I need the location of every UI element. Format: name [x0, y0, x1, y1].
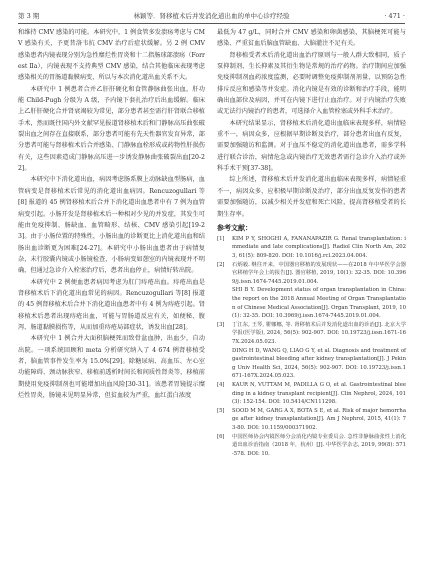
- reference-item: [217, 261, 406, 287]
- body-paragraph: 本研究中 1 例患者合并乙肝肝硬化和食管静脉曲张出血，肝功能 Child-Pugh 分级为 A 级，予内镜下套扎治疗后出血缓解。临床上乙肝肝硬化合并肾衰竭较为常见，部分患者甚至需行肝肾联合移植手术，然而既往国内外文献罕见报道肾移植术后和门静脉高压曲张破裂出血之间存在直接联系，部分患者可能有先天性器官发育异常，部分患者可能与肾移植术后合并感染、门静脉血栓形成或药物性肝损伤有关，这些因素造成门静脉高压进一步诱发静脉曲张破裂出血[20-22]。: [18, 85, 205, 173]
- reference-text: DING H D, WANG Q, LIAO G Y, et al. Diagnosis and treatment of gastrointestinal bleeding after kidney transplantation[J]. J Peking Univ Health Sci, 2024, 56(5): 902-907. DOI: 10.19723/j.issn.1671-167X.2024.05.023.: [232, 347, 406, 380]
- reference-item: [217, 347, 406, 381]
- body-paragraph: 和维持 CMV 感染的可能。本研究中，1 例食管多发溃疡考虑与 CMV 感染有关，予更昔洛韦抗 CMV 治疗后症状缓解。另 2 例 CMV 感染患者内镜表现分别为急性糜烂性胃炎和十二指肠球部溃疡（Forrest Ⅱa），内镜表现不支持典型 CMV 感染，结合其他临床表现考虑感染相关的胃肠道黏膜病变，所以与本次消化道出血关系不大。: [18, 29, 205, 82]
- reference-number: [5]: [217, 407, 225, 414]
- page-number: · 471 ·: [384, 12, 405, 20]
- reference-item: [217, 381, 406, 407]
- references-heading: 参考文献：: [217, 223, 252, 232]
- running-title: 林颖等．肾移植术后并发消化道出血的单中心诊疗经验: [133, 12, 290, 20]
- body-paragraph: 本研究中 1 例合并大面积脑梗死而致骨盆血肿，出血少，自动出院。一项系统回顾和 meta 分析研究纳入了 4 674 例肾移植受者，脑血管事件发生率为 15.0%[29]。除糖尿病、高血压、左心室功能障碍、颈动脉狭窄、移植前透析时间长和间质性肾炎等，移植前期使用免疫抑制剂也可能增加出血风险[30-31]。该患者胃镜提示糜烂性胃炎，肠镜未见明显异常，但贫血较为严重，血红蛋白浓度: [18, 335, 205, 399]
- reference-text: SHI B Y. Development status of organ transplantation in China: the report on the 2018 Annual Meeting of Organ Transplantation of Chinese Medical Association[J]. Organ Transplant, 2019, 10(1): 32-35. DOI: 10.3969/j.issn.1674-7445.2019.01.004.: [232, 287, 406, 320]
- reference-number: [2]: [217, 261, 225, 268]
- reference-list: [217, 235, 406, 458]
- reference-text: 石炳毅. 继往开来，中国器官移植的发展现状——在2018 年中华医学会器官移植学年会上的报告[J]. 器官移植, 2019, 10(1): 32-35. DOI: 10.3969/j.issn.1674-7445.2019.01.004.: [232, 261, 406, 285]
- reference-item: [217, 433, 406, 459]
- reference-text: KAUR N, VUTTAM M, PADILLA G O, et al. Gastrointestinal bleeding in a kidney transplant recipient[J]. Clin Nephrol, 2024, 101(3): 152-154. DOI: 10.5414/CN111298.: [232, 381, 406, 406]
- body-paragraph: 本研究结果显示，肾移植术后消化道出血临床表现多样，病情轻重不一，病因众多，应根据早期诊断及治疗，部分患者出血有反复，需要加强随访和监测。对于血压不稳定的消化道出血患者，需多学科进行联合诊治，病情危急或内镜治疗无效患者需行急诊介入治疗或外科手术干预[37-38]。: [217, 119, 406, 173]
- reference-text: 中国医师协会内镜医师分会消化内镜专业委员会. 急性非静脉曲张性上消化道出血诊治指南（2018 年，杭州）[J]. 中华医学杂志, 2019, 99(8): 571-578. DOI: 10.: [232, 433, 406, 457]
- reference-number: [4]: [217, 381, 225, 388]
- issue-number: 第 3 期: [18, 12, 40, 20]
- reference-item: [217, 235, 406, 261]
- reference-number: [6]: [217, 433, 225, 440]
- header-rule: [18, 23, 405, 24]
- body-paragraph: 综上所述，肾移植术后并发消化道出血临床表现多样，病情轻重不一，病因众多，应积极早期诊断及治疗，部分出血反复发作的患者需要加强随访，以减少相关并发症和死亡风险，提高肾移植受者的长期生存率。: [217, 176, 406, 218]
- reference-text: KIM P Y, SHOGHI A, FANANAPAZIR G. Renal transplantation: immediate and late complications[J]. Radiol Clin North Am, 2023, 61(5): 809-820. DOI: 10.1016/j.rcl.2023.04.004.: [232, 235, 406, 260]
- running-header: [18, 10, 405, 22]
- reference-number: [3]: [217, 321, 225, 328]
- body-paragraph: 最低为 47 g/L，同时合并 CMV 感染和卵菌感染，其脑梗死可能与感染、严重贫血后脑血管缺血、大脑灌注不足有关。: [217, 29, 406, 48]
- reference-item: [217, 286, 406, 320]
- reference-text: 丁江东, 王琴, 瞿娜娜, 等. 肾移植术后并发消化道出血的诊治[J]. 北京大学学报(医学版), 2024, 56(5): 902-907. DOI: 10.19723/j.issn.1671-167X.2024.05.023.: [232, 321, 406, 345]
- body-paragraph: 本研究中下消化道出血，病因考虑肠系膜上动脉缺血型肠病，血管病变是肾移植术后常见的消化道出血病因。Rencuzogullari 等[8] 报道的 45 例肾移植术后合并下消化道出血患者中有 7 例为血管病变引起。小肠开发是肾移植术后一种相对少见的并发症，其发生可能由免疫抑制、肠缺血、血管畸形、结核、CMV 感染引起[19-23]。由于小肠位置的特殊性，小肠出血的诊断更比上消化道出血和结肠出血诊断更为困难[24-27]。本研究中小肠出血患者由于病情复杂，未行胶囊内镜或小肠镜检查，小肠病变如憩室的内镜表现并不明确，但通过急诊介入栓塞治疗后，患者出血停止，病情好转出院。: [18, 176, 205, 275]
- reference-text: SOOD M M, GARG A X, BOTA S E, et al. Risk of major hemorrhage after kidney transplantation[J]. Am J Nephrol, 2015, 41(1): 73-80. DOI: 10.1159/000371902.: [232, 407, 406, 431]
- reference-item: [217, 407, 406, 433]
- reference-item: [217, 321, 406, 347]
- body-paragraph: 本研究中 2 例便血患者病因考虑为肛门痔疮出血。痔疮出血是肾移植术后下消化道出血常见的病因。Rencuzogullari 等[8] 报道的 45 例肾移植术后合并下消化道出血患者中有 4 例为痔疮引起。肾移植术后患者出现痔疮出血，可能与胃肠道反应有关，如便秘、腹泻、肠道黏膜损伤等，从而加重痔疮局部症状，诱发出血[28]。: [18, 278, 205, 331]
- right-column: [217, 27, 406, 458]
- left-column: [18, 27, 205, 401]
- body-paragraph: 肾移植受者术后消化道出血治疗原则与一般人群大致相同，质子泵抑制剂、生长抑素及其衍生物是常规的治疗药物。治疗期间应加强免疫抑制剂血药浓度监测，必要时调整免疫抑制剂剂量，以预防急性排斥反应和感染等并发症。消化内镜是有效的诊断和治疗手段，能明确出血部位及病因，并可在内镜下进行止血治疗。对于内镜治疗失败或无法行内镜治疗的患者，可选择介入血管栓塞或外科手术治疗。: [217, 51, 406, 116]
- reference-number: [1]: [217, 235, 225, 242]
